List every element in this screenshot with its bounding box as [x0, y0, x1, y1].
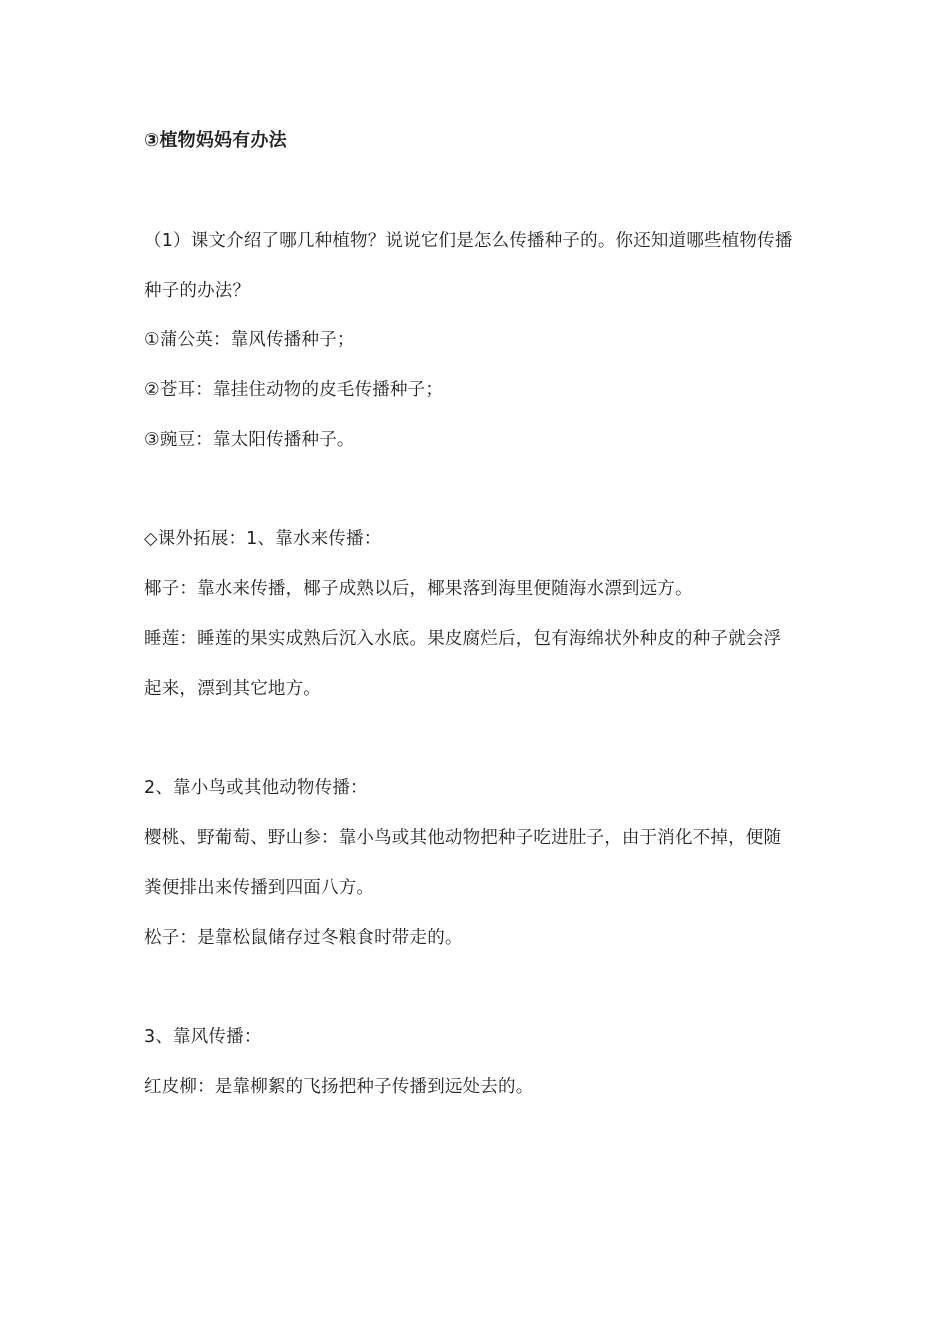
lotus-paragraph-line-2: 起来，漂到其它地方。	[144, 679, 321, 699]
heading-animals: 2、靠小鸟或其他动物传播：	[144, 778, 368, 798]
section-title: ③植物妈妈有办法	[144, 130, 287, 151]
answer-dandelion: ①蒲公英：靠风传播种子；	[144, 330, 355, 350]
question-line-2: 种子的办法？	[144, 281, 251, 301]
question-line-1: （1）课文介绍了哪几种植物？说说它们是怎么传播种子的。你还知道哪些植物传播	[144, 231, 793, 251]
answer-pea: ③豌豆：靠太阳传播种子。	[144, 430, 355, 450]
cherry-paragraph-line-2: 粪便排出来传播到四面八方。	[144, 878, 375, 898]
lotus-paragraph-line-1: 睡莲：睡莲的果实成熟后沉入水底。果皮腐烂后，包有海绵状外种皮的种子就会浮	[144, 629, 782, 649]
coconut-paragraph: 椰子：靠水来传播，椰子成熟以后，椰果落到海里便随海水漂到远方。	[144, 579, 693, 599]
cherry-paragraph-line-1: 樱桃、野葡萄、野山参：靠小鸟或其他动物把种子吃进肚子，由于消化不掉，便随	[144, 828, 782, 848]
heading-wind: 3、靠风传播：	[144, 1027, 262, 1047]
pine-paragraph: 松子：是靠松鼠储存过冬粮食时带走的。	[144, 928, 463, 948]
answer-cocklebur: ②苍耳：靠挂住动物的皮毛传播种子；	[144, 380, 444, 400]
extension-heading-water: ◇课外拓展：1、靠水来传播：	[144, 529, 382, 549]
willow-paragraph: 红皮柳：是靠柳絮的飞扬把种子传播到远处去的。	[144, 1077, 534, 1097]
